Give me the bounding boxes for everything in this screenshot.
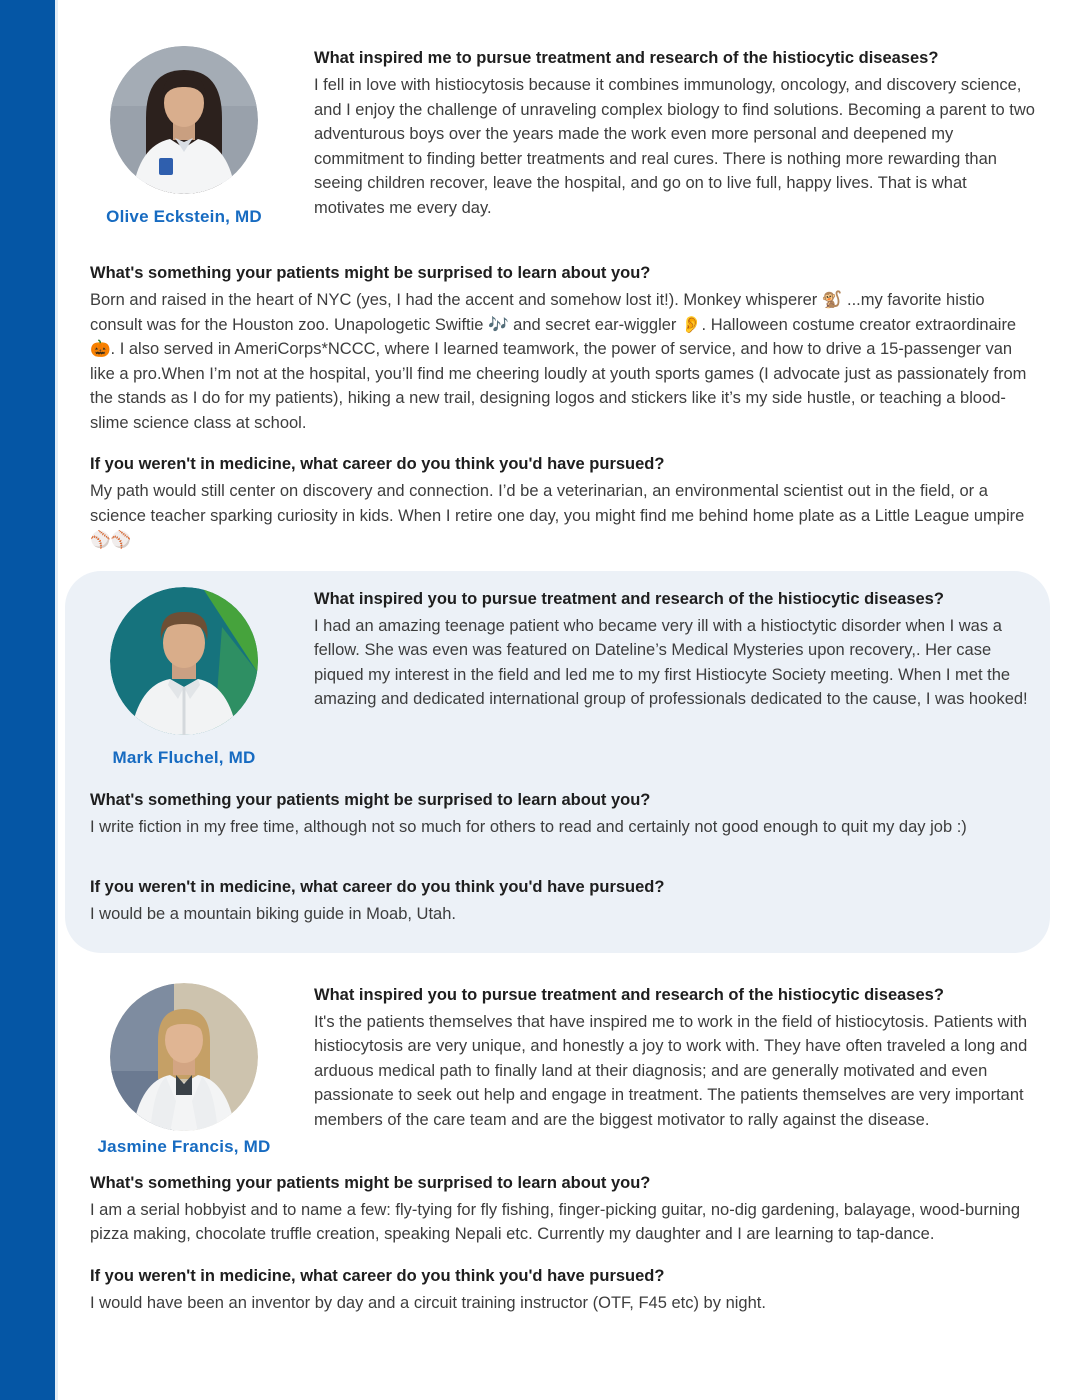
question-heading: What inspired you to pursue treatment and research of the histiocytic diseases? bbox=[314, 985, 944, 1004]
profile-section-mark-fluchel bbox=[65, 571, 1050, 953]
doctor-name: Jasmine Francis, MD bbox=[97, 1136, 271, 1156]
answer-text: I am a serial hobbyist and to name a few: fly-tying for fly fishing, finger-picking guitar, no-dig gardening, balayage, wood-burning pizza making, chocolate truffle creation, speaking Nepali etc. Currently my daughter and I are learning to tap-dance. bbox=[90, 1200, 1021, 1243]
question-heading: What's something your patients might be surprised to learn about you? bbox=[90, 790, 651, 809]
page-content bbox=[55, 0, 1082, 1352]
answer-text: I write fiction in my free time, although not so much for others to read and certainly not good enough to quit my day job :) bbox=[90, 817, 967, 836]
doctor-name: Olive Eckstein, MD bbox=[106, 207, 262, 226]
question-heading: What inspired you to pursue treatment and research of the histiocytic diseases? bbox=[314, 589, 944, 608]
profile-section-jasmine-francis bbox=[90, 983, 1037, 1316]
question-heading: If you weren't in medicine, what career do you think you'd have pursued? bbox=[90, 1266, 665, 1285]
answer-text: I fell in love with histiocytosis because it combines immunology, oncology, and discovery science, and I enjoy the challenge of unraveling complex biology to find solutions. Becoming a parent to two adventurous boys over the years made the work even more personal and deepened my commitment to finding better treatments and real cures. There is nothing more rewarding than seeing children recover, leave the hospital, and go on to live full, happy lives. That is what motivates me every day. bbox=[314, 76, 1035, 217]
answer-text: I would be a mountain biking guide in Moab, Utah. bbox=[90, 905, 456, 923]
answer-text: I had an amazing teenage patient who became very ill with a histioctytic disorder when I was a fellow. She was even was featured on Dateline’s Medical Mysteries upon recovery,. Her case piqued my interest in the field and led me to my first Histiocyte Society meeting. When I met the amazing and dedicated international group of professionals dedicated to the cause, I was hooked! bbox=[314, 616, 1028, 708]
doctor-portrait-illustration bbox=[110, 587, 258, 735]
doctor-photo-olive-eckstein bbox=[110, 46, 258, 194]
doctor-portrait-illustration bbox=[110, 983, 258, 1131]
question-heading: If you weren't in medicine, what career do you think you'd have pursued? bbox=[90, 455, 665, 473]
answer-text: Born and raised in the heart of NYC (yes, I had the accent and somehow lost it!). Monkey whisperer 🐒 ...my favorite histio consult was for the Houston zoo. Unapologetic Swiftie 🎶 and secret ear-wiggler 👂. Halloween costume creator extraordinaire 🎃. I also served in AmeriCorps*NCCC, where I learned teamwork, the power of service, and how to drive a 15-passenger van like a pro.When I’m not at the hospital, you’ll find me cheering loudly at youth sports games (I advocate just as passionately from the stands as I do for my patients), hiking a new trail, designing logos and stickers like it’s my side hustle, or teaching a blood-slime science class at school. bbox=[90, 291, 1027, 432]
question-heading: If you weren't in medicine, what career do you think you'd have pursued? bbox=[90, 878, 665, 896]
doctor-photo-jasmine-francis bbox=[110, 983, 258, 1131]
question-heading: What's something your patients might be surprised to learn about you? bbox=[90, 1173, 651, 1192]
answer-text: My path would still center on discovery and connection. I’d be a veterinarian, an environmental scientist out in the field, or a science teacher sparking curiosity in kids. When I retire one day, you might find me behind home plate as a Little League umpire ⚾⚾ bbox=[90, 482, 1025, 549]
answer-text: It's the patients themselves that have inspired me to work in the field of histiocytosis. Patients with histiocytosis are very unique, and honestly a joy to work with. They have often traveled a long and arduous medical path to finally land at their diagnosis; and are generally motivated and even passionate to seek out help and engage in treatment. The patients themselves are very important members of the care team and are the biggest motivator to rally against the disease. bbox=[314, 1012, 1028, 1129]
doctor-portrait-illustration bbox=[110, 46, 258, 194]
question-heading: What inspired me to pursue treatment and research of the histiocytic diseases? bbox=[314, 49, 939, 67]
answer-text: I would have been an inventor by day and a circuit training instructor (OTF, F45 etc) by night. bbox=[90, 1293, 766, 1312]
left-accent-bar bbox=[0, 0, 58, 1400]
question-heading: What's something your patients might be surprised to learn about you? bbox=[90, 264, 651, 282]
profile-section-olive-eckstein bbox=[90, 46, 1037, 553]
doctor-photo-mark-fluchel bbox=[110, 587, 258, 735]
doctor-name: Mark Fluchel, MD bbox=[112, 747, 256, 767]
